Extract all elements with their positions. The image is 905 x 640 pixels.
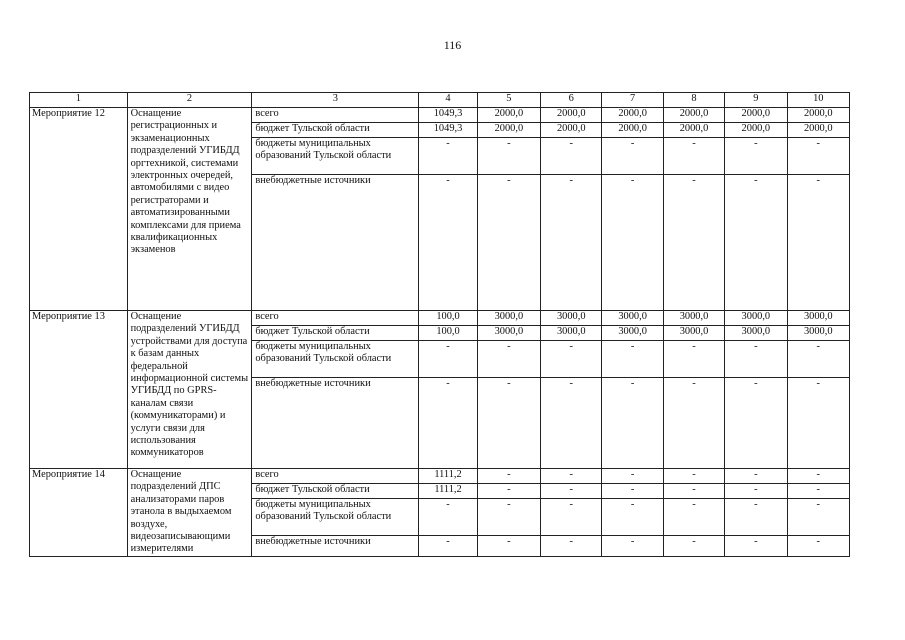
header-cell: 5 [477,93,540,108]
value-cell: - [787,484,849,499]
event-name-cell: Мероприятие 13 [30,311,128,469]
value-cell: 100,0 [419,326,477,341]
funding-source-cell: внебюджетные источники [252,536,419,557]
funding-source-cell: бюджеты муниципальных образований Тульской области [252,499,419,536]
value-cell: - [725,484,787,499]
value-cell: - [663,175,724,311]
value-cell: - [725,138,787,175]
value-cell: 3000,0 [477,311,540,326]
value-cell: 2000,0 [477,123,540,138]
value-cell: 2000,0 [602,108,663,123]
value-cell: 2000,0 [602,123,663,138]
value-cell: 3000,0 [725,326,787,341]
header-cell: 1 [30,93,128,108]
value-cell: - [602,138,663,175]
value-cell: - [663,499,724,536]
table-row [30,311,850,326]
header-cell: 8 [663,93,724,108]
value-cell: - [477,378,540,469]
value-cell: 3000,0 [541,326,602,341]
value-cell: 2000,0 [663,108,724,123]
header-cell: 3 [252,93,419,108]
funding-source-cell: бюджеты муниципальных образований Тульской области [252,138,419,175]
value-cell: - [602,484,663,499]
value-cell: - [663,536,724,557]
funding-source-cell: бюджет Тульской области [252,123,419,138]
funding-source-cell: всего [252,469,419,484]
value-cell: - [477,175,540,311]
value-cell: 2000,0 [787,123,849,138]
funding-source-cell: всего [252,108,419,123]
value-cell: - [419,175,477,311]
value-cell: 1111,2 [419,469,477,484]
value-cell: - [477,536,540,557]
funding-source-cell: бюджеты муниципальных образований Тульской области [252,341,419,378]
value-cell: 2000,0 [663,123,724,138]
event-description-cell: Оснащение регистрационных и экзаменационных подразделений УГИБДД оргтехникой, системами электронных очередей, автомобилями с видео регистраторами и автоматизированными комплексами для приема квалификационных экзаменов [127,108,252,311]
value-cell: 1049,3 [419,108,477,123]
value-cell: - [419,499,477,536]
header-cell: 6 [541,93,602,108]
value-cell: 3000,0 [787,311,849,326]
value-cell: - [602,175,663,311]
value-cell: 2000,0 [725,123,787,138]
value-cell: 1111,2 [419,484,477,499]
value-cell: - [787,536,849,557]
value-cell: 100,0 [419,311,477,326]
value-cell: - [725,499,787,536]
value-cell: 3000,0 [541,311,602,326]
event-description-cell: Оснащение подразделений УГИБДД устройствами для доступа к базам данных федеральной информационной системы УГИБДД по GPRS-каналам связи (коммуникаторами) и услуги связи для использования коммуникаторов [127,311,252,469]
value-cell: - [663,469,724,484]
funding-source-cell: внебюджетные источники [252,378,419,469]
value-cell: - [541,378,602,469]
event-description-cell: Оснащение подразделений ДПС анализаторами паров этанола в выдыхаемом воздухе, видеозаписывающими измерителями [127,469,252,557]
value-cell: - [602,378,663,469]
page-number: 116 [443,38,462,52]
table-body [30,93,850,557]
value-cell: - [419,536,477,557]
value-cell: - [477,138,540,175]
value-cell: 1049,3 [419,123,477,138]
header-cell: 9 [725,93,787,108]
value-cell: - [663,341,724,378]
value-cell: - [663,484,724,499]
value-cell: - [541,138,602,175]
funding-source-cell: внебюджетные источники [252,175,419,311]
value-cell: - [477,484,540,499]
value-cell: - [477,469,540,484]
value-cell: - [725,378,787,469]
value-cell: - [541,499,602,536]
value-cell: - [725,536,787,557]
table-row [30,108,850,123]
value-cell: - [725,469,787,484]
value-cell: 2000,0 [477,108,540,123]
event-name-cell: Мероприятие 12 [30,108,128,311]
budget-table [29,92,850,557]
value-cell: - [541,175,602,311]
value-cell: - [541,536,602,557]
value-cell: - [725,341,787,378]
funding-source-cell: бюджет Тульской области [252,326,419,341]
value-cell: - [787,469,849,484]
value-cell: 3000,0 [663,326,724,341]
value-cell: - [663,378,724,469]
value-cell: 2000,0 [787,108,849,123]
value-cell: - [787,175,849,311]
value-cell: - [419,378,477,469]
event-name-cell: Мероприятие 14 [30,469,128,557]
value-cell: - [602,469,663,484]
value-cell: 2000,0 [541,108,602,123]
value-cell: 3000,0 [602,326,663,341]
value-cell: - [541,469,602,484]
value-cell: - [477,341,540,378]
value-cell: 3000,0 [477,326,540,341]
header-cell: 4 [419,93,477,108]
header-row [30,93,850,108]
header-cell: 2 [127,93,252,108]
funding-source-cell: бюджет Тульской области [252,484,419,499]
value-cell: - [663,138,724,175]
value-cell: 3000,0 [725,311,787,326]
value-cell: - [477,499,540,536]
value-cell: - [419,341,477,378]
value-cell: 3000,0 [602,311,663,326]
value-cell: - [787,138,849,175]
header-cell: 10 [787,93,849,108]
value-cell: 3000,0 [663,311,724,326]
value-cell: - [787,499,849,536]
value-cell: - [541,341,602,378]
value-cell: - [725,175,787,311]
value-cell: 2000,0 [541,123,602,138]
value-cell: - [602,499,663,536]
value-cell: - [602,536,663,557]
value-cell: - [541,484,602,499]
funding-source-cell: всего [252,311,419,326]
header-cell: 7 [602,93,663,108]
value-cell: - [602,341,663,378]
value-cell: - [419,138,477,175]
value-cell: - [787,341,849,378]
value-cell: 2000,0 [725,108,787,123]
value-cell: - [787,378,849,469]
table-row [30,469,850,484]
value-cell: 3000,0 [787,326,849,341]
